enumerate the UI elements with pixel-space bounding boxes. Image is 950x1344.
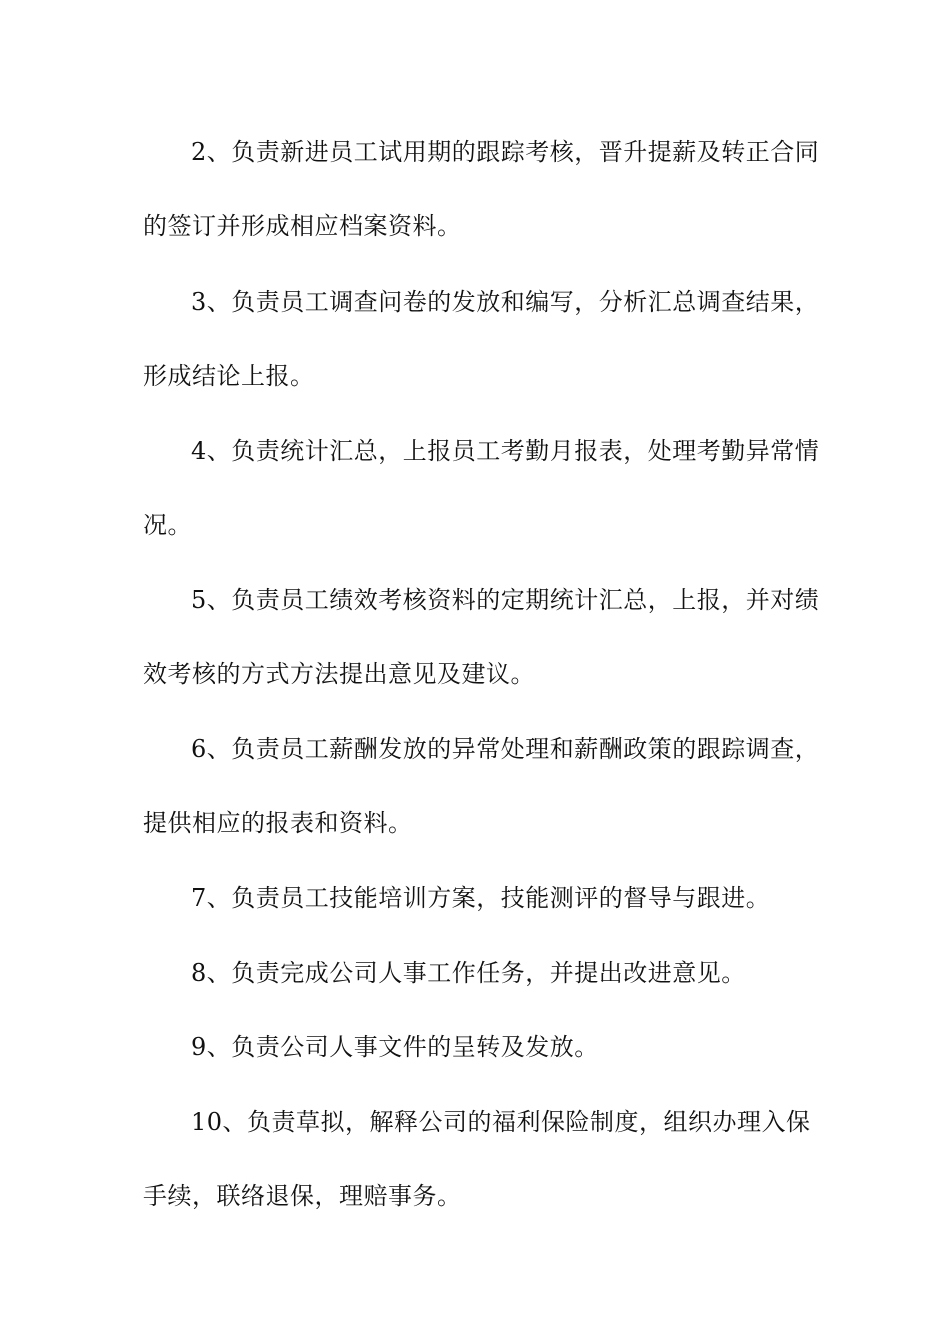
item-6-line-2: 提供相应的报表和资料。 xyxy=(143,809,413,837)
item-3-line-2: 形成结论上报。 xyxy=(143,362,315,390)
item-7-line: 7、负责员工技能培训方案，技能测评的督导与跟进。 xyxy=(191,884,771,912)
item-2-line-1: 2、负责新进员工试用期的跟踪考核，晋升提薪及转正合同 xyxy=(191,138,820,166)
item-9-line: 9、负责公司人事文件的呈转及发放。 xyxy=(191,1033,599,1061)
item-10-line-2: 手续，联络退保，理赔事务。 xyxy=(143,1182,462,1210)
item-5-line-2: 效考核的方式方法提出意见及建议。 xyxy=(143,660,535,688)
item-3-line-1: 3、负责员工调查问卷的发放和编写，分析汇总调查结果， xyxy=(191,288,820,316)
item-10-line-1: 10、负责草拟，解释公司的福利保险制度，组织办理入保 xyxy=(191,1108,811,1136)
item-5-line-1: 5、负责员工绩效考核资料的定期统计汇总，上报，并对绩 xyxy=(191,586,820,614)
item-4-line-2: 况。 xyxy=(143,511,192,539)
item-2-line-2: 的签订并形成相应档案资料。 xyxy=(143,212,462,240)
item-6-line-1: 6、负责员工薪酬发放的异常处理和薪酬政策的跟踪调查， xyxy=(191,735,820,763)
item-4-line-1: 4、负责统计汇总，上报员工考勤月报表，处理考勤异常情 xyxy=(191,437,820,465)
item-8-line: 8、负责完成公司人事工作任务，并提出改进意见。 xyxy=(191,959,746,987)
